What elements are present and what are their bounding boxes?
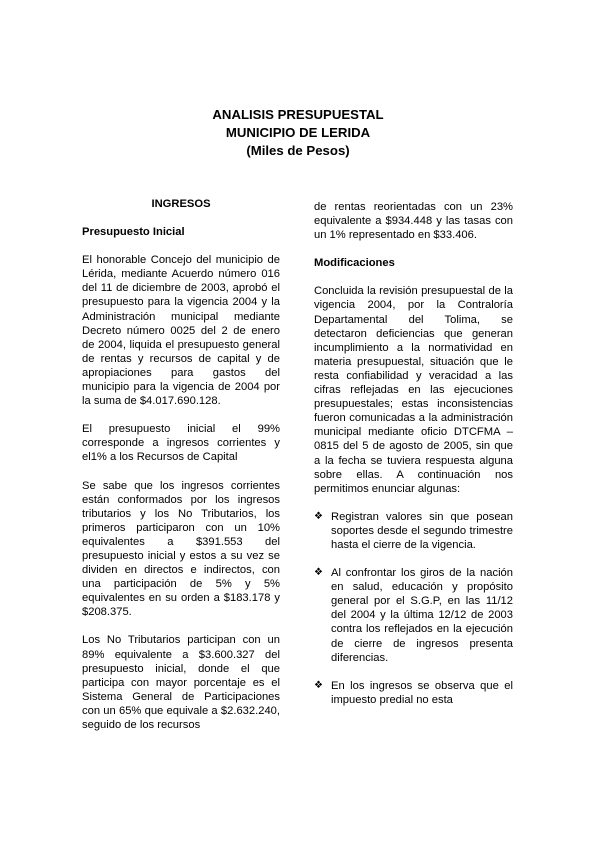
- list-item: [314, 510, 513, 552]
- list-item: [314, 566, 513, 665]
- diamond-bullet-icon: ❖: [314, 510, 323, 522]
- paragraph: El presupuesto inicial el 99% corresponde a ingresos corrientes y el1% a los Recursos de Capital: [82, 423, 280, 464]
- section-heading-ingresos: INGRESOS: [151, 198, 211, 210]
- title-line-1: ANALISIS PRESUPUESTAL: [212, 107, 384, 122]
- list-item-text: Registran valores sin que posean soportes desde el segundo trimestre hasta el cierre de la vigencia.: [331, 510, 513, 551]
- subheading-modificaciones: Modificaciones: [314, 257, 395, 270]
- document-title: [0, 106, 596, 160]
- right-column: [314, 200, 513, 721]
- paragraph: El honorable Concejo del municipio de Lérida, mediante Acuerdo número 016 del 11 de diciembre de 2003, aprobó el presupuesto para la vigencia 2004 y la Administración municipal mediante Decreto número 0025 del 2 de enero de 2004, liquida el presupuesto general de rentas y recursos de capital y de apropiaciones para gastos del municipio para la vigencia de 2004 por la suma de $4.017.690.128.: [82, 254, 280, 408]
- diamond-bullet-icon: ❖: [314, 567, 323, 579]
- left-column: [82, 197, 280, 746]
- list-item-text: En los ingresos se observa que el impuesto predial no esta: [331, 679, 513, 706]
- subheading-presupuesto-inicial: Presupuesto Inicial: [82, 226, 185, 239]
- paragraph: Concluida la revisión presupuestal de la vigencia 2004, por la Contraloría Departamental del Tolima, se detectaron deficiencias que generan incumplimiento a la normatividad en materia presupuestal, situación que le resta confiabilidad y veracidad a las cifras reflejadas en las ejecuciones presupuestales; estas inconsistencias fueron comunicadas a la administración municipal mediante oficio DTCFMA –0815 del 5 de agosto de 2005, sin que a la fecha se tuviera respuesta alguna sobre ellas. A continuación nos permitimos enunciar algunas:: [314, 285, 513, 495]
- diamond-bullet-icon: ❖: [314, 679, 323, 691]
- paragraph: Se sabe que los ingresos corrientes están conformados por los ingresos tributarios y los No Tributarios, los primeros participaron con un 10% equivalentes a $391.553 del presupuesto inicial y estos a su vez se dividen en directos e indirectos, con una participación de 5% y 5% equivalentes en su orden a $183.178 y $208.375.: [82, 479, 280, 619]
- title-line-2: MUNICIPIO DE LERIDA: [225, 125, 371, 140]
- findings-list: [314, 510, 513, 707]
- list-item: [314, 679, 513, 707]
- title-line-3: (Miles de Pesos): [246, 143, 350, 158]
- list-item-text: Al confrontar los giros de la nación en salud, educación y propósito general por el S.G.P, en las 11/12 del 2004 y la última 12/12 de 2003 contra los reflejados en la ejecución de cierre de ingresos presenta diferencias.: [331, 567, 513, 664]
- paragraph: Los No Tributarios participan con un 89% equivalente a $3.600.327 del presupuesto inicial, donde el que participa con mayor porcentaje es el Sistema General de Participaciones con un 65% que equivale a $2.632.240, seguido de los recursos: [82, 634, 280, 731]
- continuation-paragraph: de rentas reorientadas con un 23% equivalente a $934.448 y las tasas con un 1% representado en $33.406.: [314, 201, 513, 242]
